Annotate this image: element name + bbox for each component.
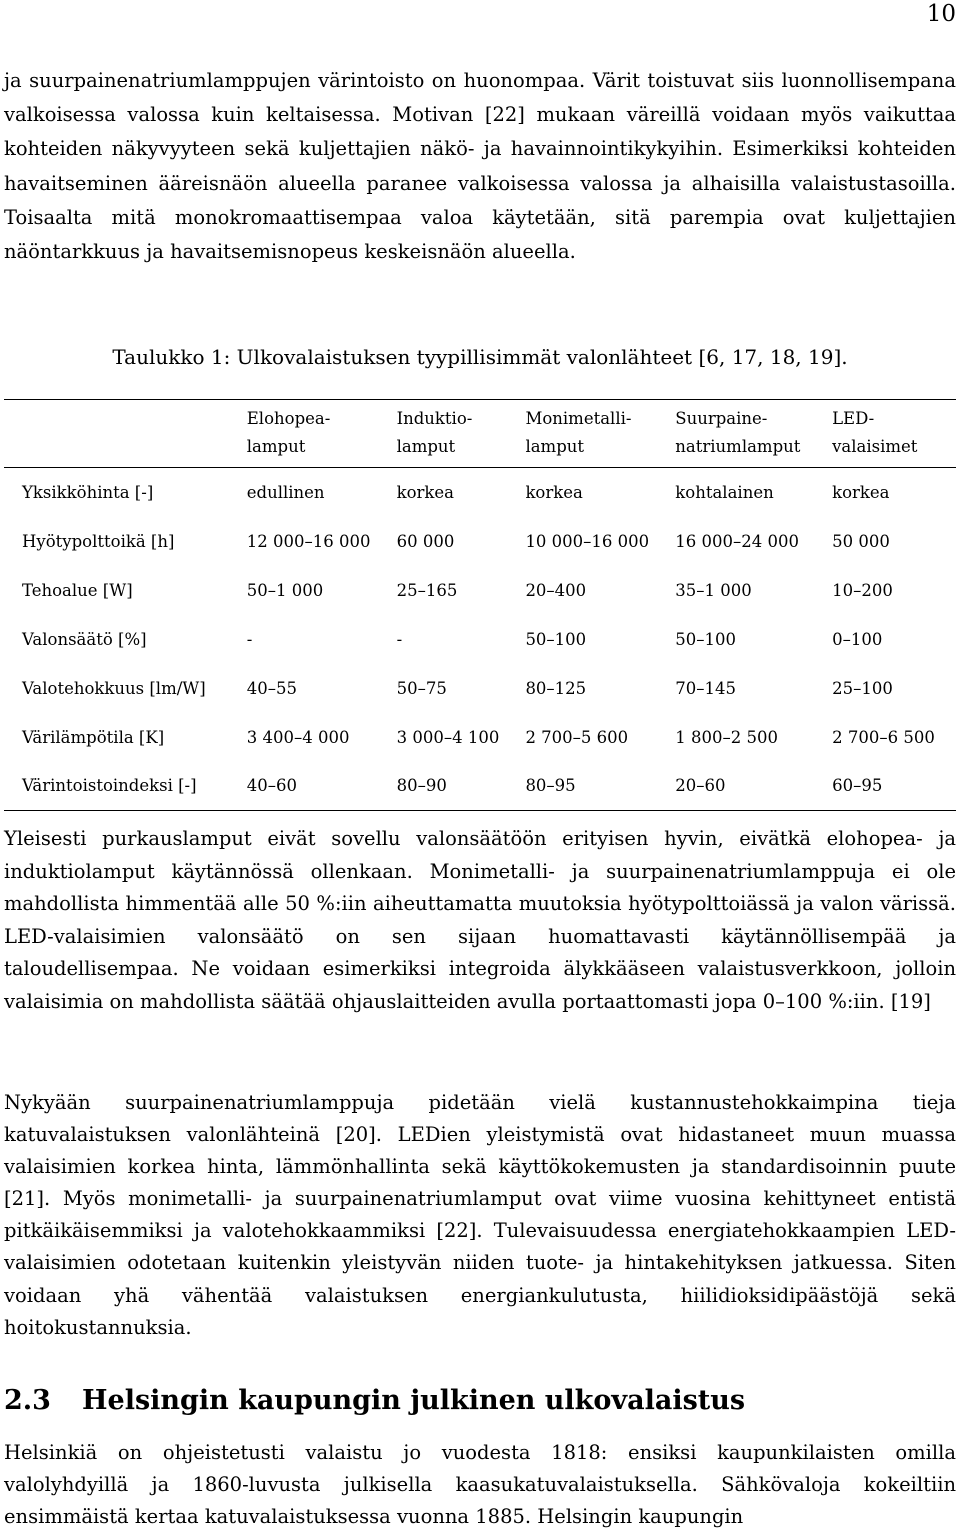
table-row bbox=[4, 762, 956, 811]
section-title: Helsingin kaupungin julkinen ulkovalaistus bbox=[82, 1385, 746, 1416]
table-cell: 25–100 bbox=[832, 678, 893, 698]
table-cell: 12 000–16 000 bbox=[246, 531, 371, 551]
header-cell-induktio bbox=[397, 400, 526, 468]
table-cell: 40–55 bbox=[246, 678, 297, 698]
header-line: LED- bbox=[832, 409, 875, 428]
row-label: Hyötypolttoikä [h] bbox=[22, 531, 175, 551]
table-cell: kohtalainen bbox=[675, 482, 774, 502]
table-cell: 50–100 bbox=[675, 629, 737, 649]
table-caption: Taulukko 1: Ulkovalaistuksen tyypillisimmät valonlähteet [6, 17, 18, 19]. bbox=[112, 345, 848, 369]
paragraph-dimming: Yleisesti purkauslamput eivät sovellu valonsäätöön erityisen hyvin, eivätkä elohopea- ja induktiolamput käytännössä ollenkaan. Monimetalli- ja suurpainenatriumlamppuja ei ole mahdollista himmentää alle 50 %:iin aiheuttamatta muutoksia hyötypolttoiässä ja valon värissä. LED-valaisimien valonsäätö on sen sijaan huomattavasti käytännöllisempää ja taloudellisempaa. Ne voidaan esimerkiksi integroida älykkääseen valaistusverkkoon, jolloin valaisimia on mahdollista säätää ohjauslaitteiden avulla portaattomasti jopa 0–100 %:iin. [19] bbox=[4, 827, 956, 1013]
table-row bbox=[4, 615, 956, 664]
table-cell: - bbox=[396, 629, 403, 649]
table-cell: 25–165 bbox=[396, 580, 458, 600]
header-line: natriumlamput bbox=[675, 437, 801, 456]
table-cell: 20–400 bbox=[525, 580, 587, 600]
header-line: Monimetalli- bbox=[525, 409, 632, 428]
paragraph-intro: ja suurpainenatriumlamppujen värintoisto on huonompaa. Värit toistuvat siis luonnollisempana valkoisessa valossa kuin keltaisessa. Motivan [22] mukaan väreillä voidaan myös vaikuttaa kohteiden näkyvyyteen sekä kuljettajien näkö- ja havainnointikykyihin. Esimerkiksi kohteiden havaitseminen ääreisnäön alueella paranee valkoisessa valossa ja alhaisilla valaistustasoilla. Toisaalta mitä monokromaattisempaa valoa käytetään, sitä parempia ovat kuljettajien näöntarkkuus ja havaitsemisnopeus keskeisnäön alueella. bbox=[4, 69, 956, 264]
table-cell: 3 000–4 100 bbox=[396, 727, 500, 747]
header-line: lamput bbox=[246, 437, 306, 456]
paragraph-history: Helsinkiä on ohjeistetusti valaistu jo vuodesta 1818: ensiksi kaupunkilaisten omilla valolyhdyillä ja 1860-luvusta julkisella kaasukatuvalaistuksella. Sähkövaloja kokeiltiin ensimmäistä kertaa katuvalaistuksessa vuonna 1885. Helsingin kaupungin bbox=[4, 1441, 956, 1528]
header-line: lamput bbox=[525, 437, 585, 456]
header-cell-empty bbox=[4, 400, 247, 468]
table-cell: 2 700–5 600 bbox=[525, 727, 629, 747]
table-cell: 60 000 bbox=[396, 531, 455, 551]
section-number: 2.3 bbox=[4, 1385, 51, 1416]
row-label: Valotehokkuus [lm/W] bbox=[22, 678, 206, 698]
table-cell: 1 800–2 500 bbox=[675, 727, 779, 747]
table-cell: 60–95 bbox=[832, 762, 956, 811]
table-header-row bbox=[4, 400, 956, 468]
row-label: Värintoistoindeksi [-] bbox=[4, 762, 247, 811]
header-cell-led bbox=[832, 400, 956, 468]
section-heading bbox=[4, 1383, 956, 1419]
header-cell-monimetalli bbox=[525, 400, 675, 468]
table-cell: 80–125 bbox=[525, 678, 587, 698]
table-cell: 10–200 bbox=[832, 580, 893, 600]
paragraph-trends: Nykyään suurpainenatriumlamppuja pidetään vielä kustannustehokkaimpina tieja katuvalaistuksen valonlähteinä [20]. LEDien yleistymistä ovat hidastaneet muun muassa valaisimien korkea hinta, lämmönhallinta sekä käyttökokemusten ja standardisoinnin puute [21]. Myös monimetalli- ja suurpainenatriumlamput ovat viime vuosina kehittyneet entistä pitkäikäisemmiksi ja valotehokkaammiksi [22]. Tulevaisuudessa energiatehokkaampien LED-valaisimien odotetaan kuitenkin yleistyvän niiden tuote- ja hintakehityksen jatkuessa. Siten voidaan yhä vähentää valaistuksen energiankulutusta, hiilidioksidipäästöjä sekä hoitokustannuksia. bbox=[4, 1091, 956, 1339]
row-label: Värilämpötila [K] bbox=[22, 727, 165, 747]
row-label: Valonsäätö [%] bbox=[22, 629, 147, 649]
table-row bbox=[4, 468, 956, 518]
table-cell: 80–90 bbox=[397, 762, 526, 811]
row-label: Yksikköhinta [-] bbox=[22, 482, 154, 502]
table-cell: 3 400–4 000 bbox=[246, 727, 350, 747]
table-cell: 50 000 bbox=[832, 531, 890, 551]
table-cell: korkea bbox=[525, 482, 583, 502]
header-line: Elohopea- bbox=[246, 409, 331, 428]
page-number: 10 bbox=[926, 1, 956, 27]
header-line: Induktio- bbox=[396, 409, 473, 428]
header-line: Suurpaine- bbox=[675, 409, 768, 428]
table-cell: 16 000–24 000 bbox=[675, 531, 799, 551]
table-cell: 2 700–6 500 bbox=[832, 727, 935, 747]
table-cell: 50–100 bbox=[525, 629, 587, 649]
table-cell: 35–1 000 bbox=[675, 580, 752, 600]
table-cell: korkea bbox=[832, 482, 890, 502]
header-line: valaisimet bbox=[832, 437, 918, 456]
table-cell: korkea bbox=[396, 482, 455, 502]
table-row bbox=[4, 517, 956, 566]
table-cell: 10 000–16 000 bbox=[525, 531, 650, 551]
header-cell-suurpaine bbox=[675, 400, 832, 468]
table-cell: 40–60 bbox=[247, 762, 397, 811]
table-cell: 50–1 000 bbox=[246, 580, 324, 600]
table-cell: 80–95 bbox=[525, 762, 675, 811]
table-row bbox=[4, 664, 956, 713]
table-cell: - bbox=[246, 629, 253, 649]
table-row bbox=[4, 713, 956, 762]
header-cell-elohopea bbox=[247, 400, 397, 468]
light-source-table bbox=[4, 399, 956, 811]
row-label: Tehoalue [W] bbox=[22, 580, 133, 600]
table-row bbox=[4, 566, 956, 615]
table-cell: edullinen bbox=[246, 482, 325, 502]
table-cell: 50–75 bbox=[396, 678, 447, 698]
table-cell: 0–100 bbox=[832, 629, 883, 649]
header-line: lamput bbox=[396, 437, 456, 456]
table-cell: 20–60 bbox=[675, 762, 832, 811]
table-cell: 70–145 bbox=[675, 678, 737, 698]
